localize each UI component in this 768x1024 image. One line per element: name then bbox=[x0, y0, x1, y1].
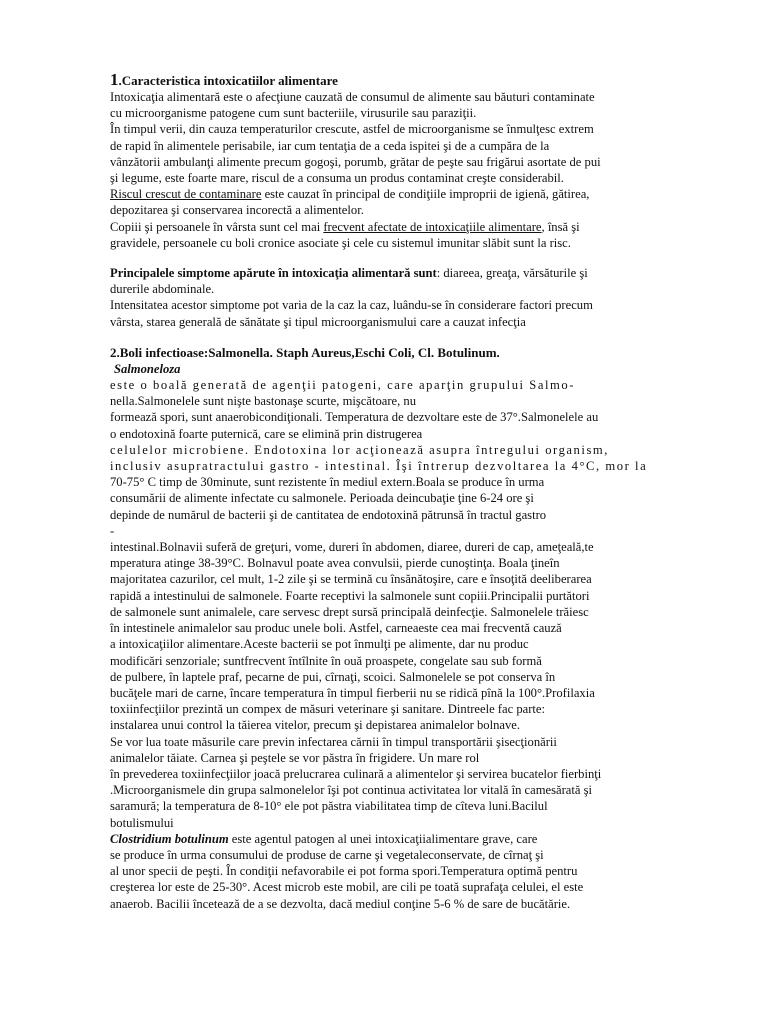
paragraph-line: celulelor microbiene. Endotoxina lor acţionează asupra întregului organism, bbox=[110, 442, 609, 457]
paragraph-line: bucăţele mari de carne, încare temperatura în timpul fierberii nu se ridică pînă la 100°.Profilaxia bbox=[110, 685, 595, 700]
symptoms-line bbox=[110, 265, 760, 281]
paragraph-line: de salmonele sunt animalele, care servesc drept sursă principală deinfecţie. Salmonelele trăiesc bbox=[110, 604, 589, 619]
paragraph-line: cu microorganisme patogene cum sunt bacteriile, virusurile sau paraziţii. bbox=[110, 106, 477, 121]
paragraph-line: animalelor tăiate. Carnea şi peştele se vor păstra în frigidere. Un mare rol bbox=[110, 750, 480, 765]
paragraph-line: - bbox=[110, 523, 115, 538]
paragraph-line: durerile abdominale. bbox=[110, 282, 215, 297]
symptoms-rest: : diareea, greaţa, vărsăturile şi bbox=[436, 266, 588, 281]
risk-link[interactable]: Riscul crescut de contaminare bbox=[110, 187, 262, 202]
paragraph-line: anaerob. Bacilii încetează de a se dezvolta, dacă mediul conţine 5-6 % de sare de bucătărie. bbox=[110, 896, 571, 911]
paragraph-line: botulismului bbox=[110, 815, 174, 830]
paragraph-line: o endotoxină foarte puternică, care se elimină prin distrugerea bbox=[110, 426, 423, 441]
paragraph-line: rapidă a intestinului de salmonele. Foarte receptivi la salmonele sunt copiii.Principalii purtători bbox=[110, 588, 590, 603]
paragraph-line: şi legume, este foarte mare, riscul de a consuma un produs contaminat creşte considerabil. bbox=[110, 171, 564, 186]
salmoneloza-subtitle: Salmoneloza bbox=[114, 361, 181, 376]
section-2-heading: 2.Boli infectioase:Salmonella. Staph Aureus,Eschi Coli, Cl. Botulinum. bbox=[110, 344, 500, 360]
children-post: , însă şi bbox=[541, 219, 580, 234]
paragraph-line: mperatura atinge 38-39°C. Bolnavul poate avea convulsii, pierde cunoştinţa. Boala ţineîn bbox=[110, 556, 560, 571]
paragraph-line bbox=[110, 186, 760, 202]
section-1-number: 1 bbox=[110, 70, 119, 89]
paragraph-line: vârsta, starea generală de sănătate şi tipul microorganismului care a cauzat infecţia bbox=[110, 314, 526, 329]
paragraph-line: depinde de numărul de bacterii şi de cantitatea de endotoxină pătrunsă în tractul gastro bbox=[110, 507, 547, 522]
paragraph-line: În timpul verii, din cauza temperaturilor crescute, astfel de microorganisme se înmulţesc extrem bbox=[110, 122, 594, 137]
clostridium-name: Clostridium botulinum bbox=[110, 831, 229, 846]
paragraph-line: formează spori, sunt anaerobicondiţionali. Temperatura de dezvoltare este de 37°.Salmonelele au bbox=[110, 410, 599, 425]
paragraph-line: modificări senzoriale; suntfrecvent întîlnite în ouă proaspete, congelate sau sub formă bbox=[110, 653, 542, 668]
paragraph-line: consumării de alimente infectate cu salmonele. Perioada deincubaţie ţine 6-24 ore şi bbox=[110, 491, 534, 506]
clostridium-rest: este agentul patogen al unei intoxicaţiialimentare grave, care bbox=[228, 831, 538, 846]
paragraph-line bbox=[110, 219, 760, 235]
symptoms-bold: Principalele simptome apărute în intoxicaţia alimentară sunt bbox=[110, 266, 437, 281]
paragraph-line: Intensitatea acestor simptome pot varia de la caz la caz, luându-se în considerare factori precum bbox=[110, 298, 593, 313]
spacer bbox=[110, 251, 760, 265]
paragraph-line: de rapid în alimentele perisabile, iar cum tentaţia de a ceda ispitei şi de a cumpăra de la bbox=[110, 138, 550, 153]
paragraph-line: vânzătorii ambulanţi alimente precum gogoşi, porumb, grătar de peşte sau frigărui asortate de pui bbox=[110, 154, 601, 169]
paragraph-line: a intoxicaţiilor alimentare.Aceste bacterii se pot înmulţi pe alimente, dar nu produc bbox=[110, 637, 529, 652]
paragraph-line: este o boală generată de agenţii patogeni, care aparţin grupului Salmo- bbox=[110, 378, 575, 393]
paragraph-line: inclusiv asupratractului gastro - intestinal. Îşi întrerup dezvoltarea la 4°C, mor la bbox=[110, 459, 648, 474]
paragraph-line: toxiinfecţiilor prezintă un compex de măsuri veterinare şi sanitare. Dintreele fac parte: bbox=[110, 702, 545, 717]
spacer bbox=[110, 330, 760, 344]
paragraph-line: în prevederea toxiinfecţiilor joacă prelucrarea culinară a alimentelor şi servirea bucatelor fierbinţi bbox=[110, 766, 602, 781]
paragraph-line: instalarea unui control la tăierea vitelor, precum şi depistarea animalelor bolnave. bbox=[110, 718, 521, 733]
section-1-heading bbox=[110, 71, 760, 89]
paragraph-line: Se vor lua toate măsurile care previn infectarea cărnii în timpul transportării şisecţionării bbox=[110, 734, 557, 749]
paragraph-line: nella.Salmonelele sunt nişte bastonaşe scurte, mişcătoare, nu bbox=[110, 394, 417, 409]
paragraph-line: creşterea lor este de 25-30°. Acest microb este mobil, are cili pe toată suprafaţa celulei, el este bbox=[110, 880, 584, 895]
document-page bbox=[110, 71, 760, 912]
clostridium-line bbox=[110, 831, 760, 847]
paragraph-line: intestinal.Bolnavii suferă de greţuri, vome, dureri în abdomen, diaree, dureri de cap, ameţeală,te bbox=[110, 540, 594, 555]
paragraph-line: saramură; la temperatura de 8-10° ele pot păstra viabilitatea timp de cîteva luni.Bacilul bbox=[110, 799, 548, 814]
paragraph-line: majoritatea cazurilor, cel mult, 1-2 zile şi se termină cu însănătoşire, care e însoţită deeliberarea bbox=[110, 572, 592, 587]
paragraph-line: 70-75° C timp de 30minute, sunt rezistente în mediul extern.Boala se produce în urma bbox=[110, 475, 545, 490]
paragraph-line: depozitarea şi conservarea incorectă a alimentelor. bbox=[110, 203, 364, 218]
children-pre: Copiii şi persoanele în vârsta sunt cel mai bbox=[110, 219, 324, 234]
paragraph-line: Intoxicaţia alimentară este o afecţiune cauzată de consumul de alimente sau băuturi contaminate bbox=[110, 90, 595, 104]
paragraph-line: se produce în urma consumului de produse de carne şi vegetaleconservate, de cîrnaţ şi bbox=[110, 847, 544, 862]
children-link[interactable]: frecvent afectate de intoxicaţiile alimentare bbox=[323, 219, 542, 234]
paragraph-line: al unor specii de peşti. În condiţii nefavorabile ei pot forma spori.Temperatura optimă pentru bbox=[110, 864, 578, 879]
paragraph-line: în intestinele animalelor sau produc unele boli. Astfel, carneaeste cea mai frecventă cauză bbox=[110, 621, 562, 636]
paragraph-line: de pulbere, în laptele praf, pecarne de pui, cîrnaţi, scoici. Salmonelele se pot conserva în bbox=[110, 669, 556, 684]
section-1-title: .Caracteristica intoxicatiilor alimentare bbox=[118, 73, 338, 88]
paragraph-line: .Microorganismele din grupa salmonelelor îşi pot continua activitatea lor vitală în camesărată şi bbox=[110, 783, 593, 798]
risk-rest: este cauzat în principal de condiţiile improprii de igienă, gătirea, bbox=[261, 187, 590, 202]
paragraph-line: gravidele, persoanele cu boli cronice asociate şi cele cu sistemul imunitar slăbit sunt la risc. bbox=[110, 235, 571, 250]
